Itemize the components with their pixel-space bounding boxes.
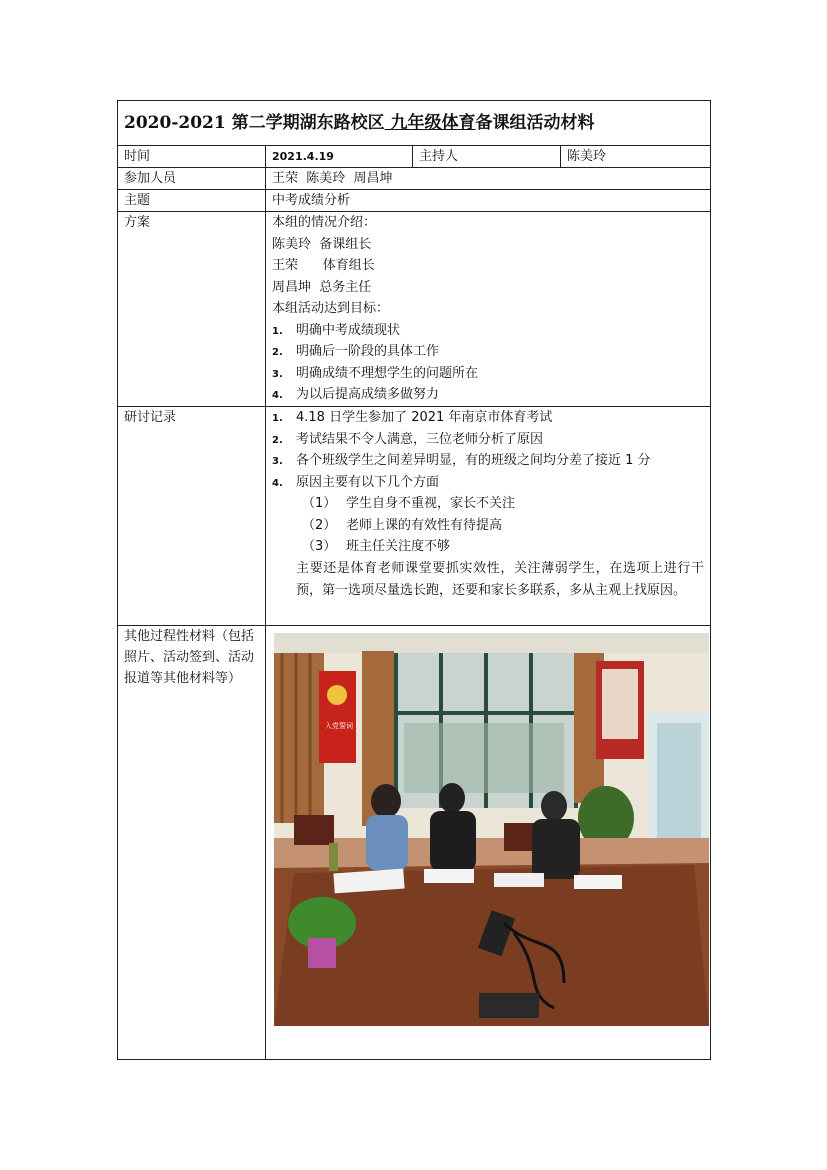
topic-label: 主题 [118, 190, 266, 212]
record-list [272, 407, 710, 493]
poster-text: 入党誓词 [325, 722, 353, 730]
meeting-photo [274, 633, 709, 1026]
participants-label: 参加人员 [118, 168, 266, 190]
list-item: 1. 4.18 日学生参加了 2021 年南京市体育考试 [272, 410, 553, 425]
sub-item: （3） 班主任关注度不够 [302, 539, 451, 554]
topic-value: 中考成绩分析 [266, 190, 711, 212]
list-item: 2. 明确后一阶段的具体工作 [272, 344, 440, 359]
summary-paragraph: 主要还是体育老师课堂要抓实效性，关注薄弱学生，在选项上进行干预，第一选项尽量选长跑，还要和家长多联系，多从主观上找原因。 [296, 560, 705, 598]
record-content [266, 407, 711, 626]
plan-content [266, 212, 711, 407]
time-value: 2021.4.19 [266, 146, 413, 168]
list-item: 4. 原因主要有以下几个方面 [272, 474, 440, 490]
host-value: 陈美玲 [561, 146, 711, 168]
list-item: 3. 明确成绩不理想学生的问题所在 [272, 365, 479, 381]
meeting-photo-illustration [274, 633, 709, 1026]
goal-list [272, 320, 710, 406]
document-title: 2020-2021 第二学期湖东路校区 九年级体育备课组活动材料 [118, 101, 711, 146]
member-line: 陈美玲 备课组长 [272, 236, 372, 252]
time-label: 时间 [118, 146, 266, 168]
list-item: 2. 考试结果不令人满意，三位老师分析了原因 [272, 431, 544, 447]
sub-item: （1） 学生自身不重视，家长不关注 [302, 496, 516, 511]
member-line: 周昌坤 总务主任 [272, 279, 372, 295]
list-item: 3. 各个班级学生之间差异明显，有的班级之间均分差了接近 1 分 [272, 453, 651, 468]
goal-title: 本组活动达到目标： [272, 301, 390, 316]
list-item: 1. 明确中考成绩现状 [272, 322, 401, 338]
record-label: 研讨记录 [118, 407, 266, 626]
activity-record-table [117, 100, 711, 1060]
sub-item: （2） 老师上课的有效性有待提高 [302, 517, 503, 533]
other-materials-label: 其他过程性材料（包括照片、活动签到、活动报道等其他材料等） [118, 626, 266, 1060]
host-label: 主持人 [413, 146, 561, 168]
photo-cell [266, 626, 711, 1060]
plan-label: 方案 [118, 212, 266, 407]
member-line: 王荣 体育组长 [272, 258, 375, 273]
list-item: 4. 为以后提高成绩多做努力 [272, 387, 440, 402]
participants-value: 王荣 陈美玲 周昌坤 [266, 168, 711, 190]
plan-intro: 本组的情况介绍： [272, 215, 377, 230]
